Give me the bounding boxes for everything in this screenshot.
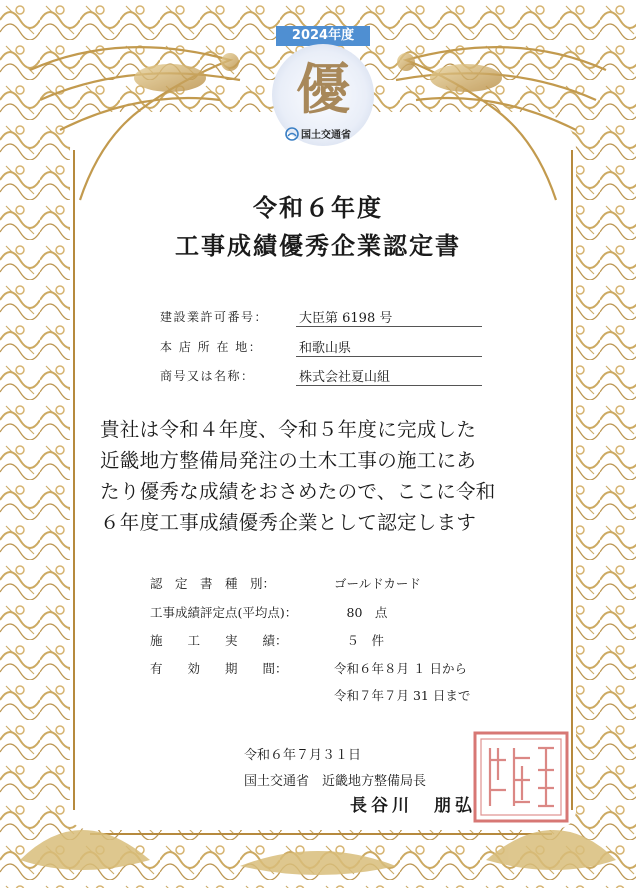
license-number-label: 建設業許可番号： xyxy=(160,310,269,324)
award-year-label: 2024年度 xyxy=(276,26,370,46)
issue-date: 令和６年７月３１日 xyxy=(244,748,362,763)
score-label: 工事成績評定点(平均点)： xyxy=(150,605,298,620)
validity-label: 有 効 期 間： xyxy=(150,661,288,676)
ministry-name: 国土交通省 xyxy=(301,130,351,141)
body-text-line: ６年度工事成績優秀企業として認定します xyxy=(100,511,477,534)
score-value: 80 点 xyxy=(334,605,388,620)
company-name-value: 株式会社夏山組 xyxy=(299,370,391,385)
body-text-line: たり優秀な成績をおさめたので、ここに令和 xyxy=(100,480,496,503)
underline xyxy=(296,356,482,357)
certificate-title: 工事成績優秀企業認定書 xyxy=(175,231,461,260)
issuer-title: 国土交通省 近畿地方整備局長 xyxy=(244,774,427,789)
underline xyxy=(296,326,482,327)
company-name-label: 商号又は名称： xyxy=(160,369,255,383)
validity-start: 令和６年８月 １ 日から xyxy=(334,661,467,676)
ministry-logo-icon xyxy=(285,127,299,141)
head-office-label: 本 店 所 在 地： xyxy=(160,340,263,354)
validity-end: 令和７年７月 31 日まで xyxy=(334,688,471,703)
signer-name: 長谷川 朋弘 xyxy=(350,796,476,816)
body-text-line: 貴社は令和４年度、令和５年度に完成した xyxy=(100,418,477,441)
results-value: ５ 件 xyxy=(334,633,385,648)
certificate-title-year: 令和６年度 xyxy=(253,193,383,222)
head-office-value: 和歌山県 xyxy=(299,341,352,356)
underline xyxy=(296,385,482,386)
results-label: 施 工 実 績： xyxy=(150,633,288,648)
body-text-line: 近畿地方整備局発注の土木工事の施工にあ xyxy=(100,449,477,472)
award-character: 優 xyxy=(296,57,350,121)
official-seal-icon xyxy=(472,730,570,824)
license-number-value: 大臣第 6198 号 xyxy=(299,311,393,326)
card-type-label: 認 定 書 種 別： xyxy=(150,576,276,591)
card-type-value: ゴールドカード xyxy=(334,576,421,591)
